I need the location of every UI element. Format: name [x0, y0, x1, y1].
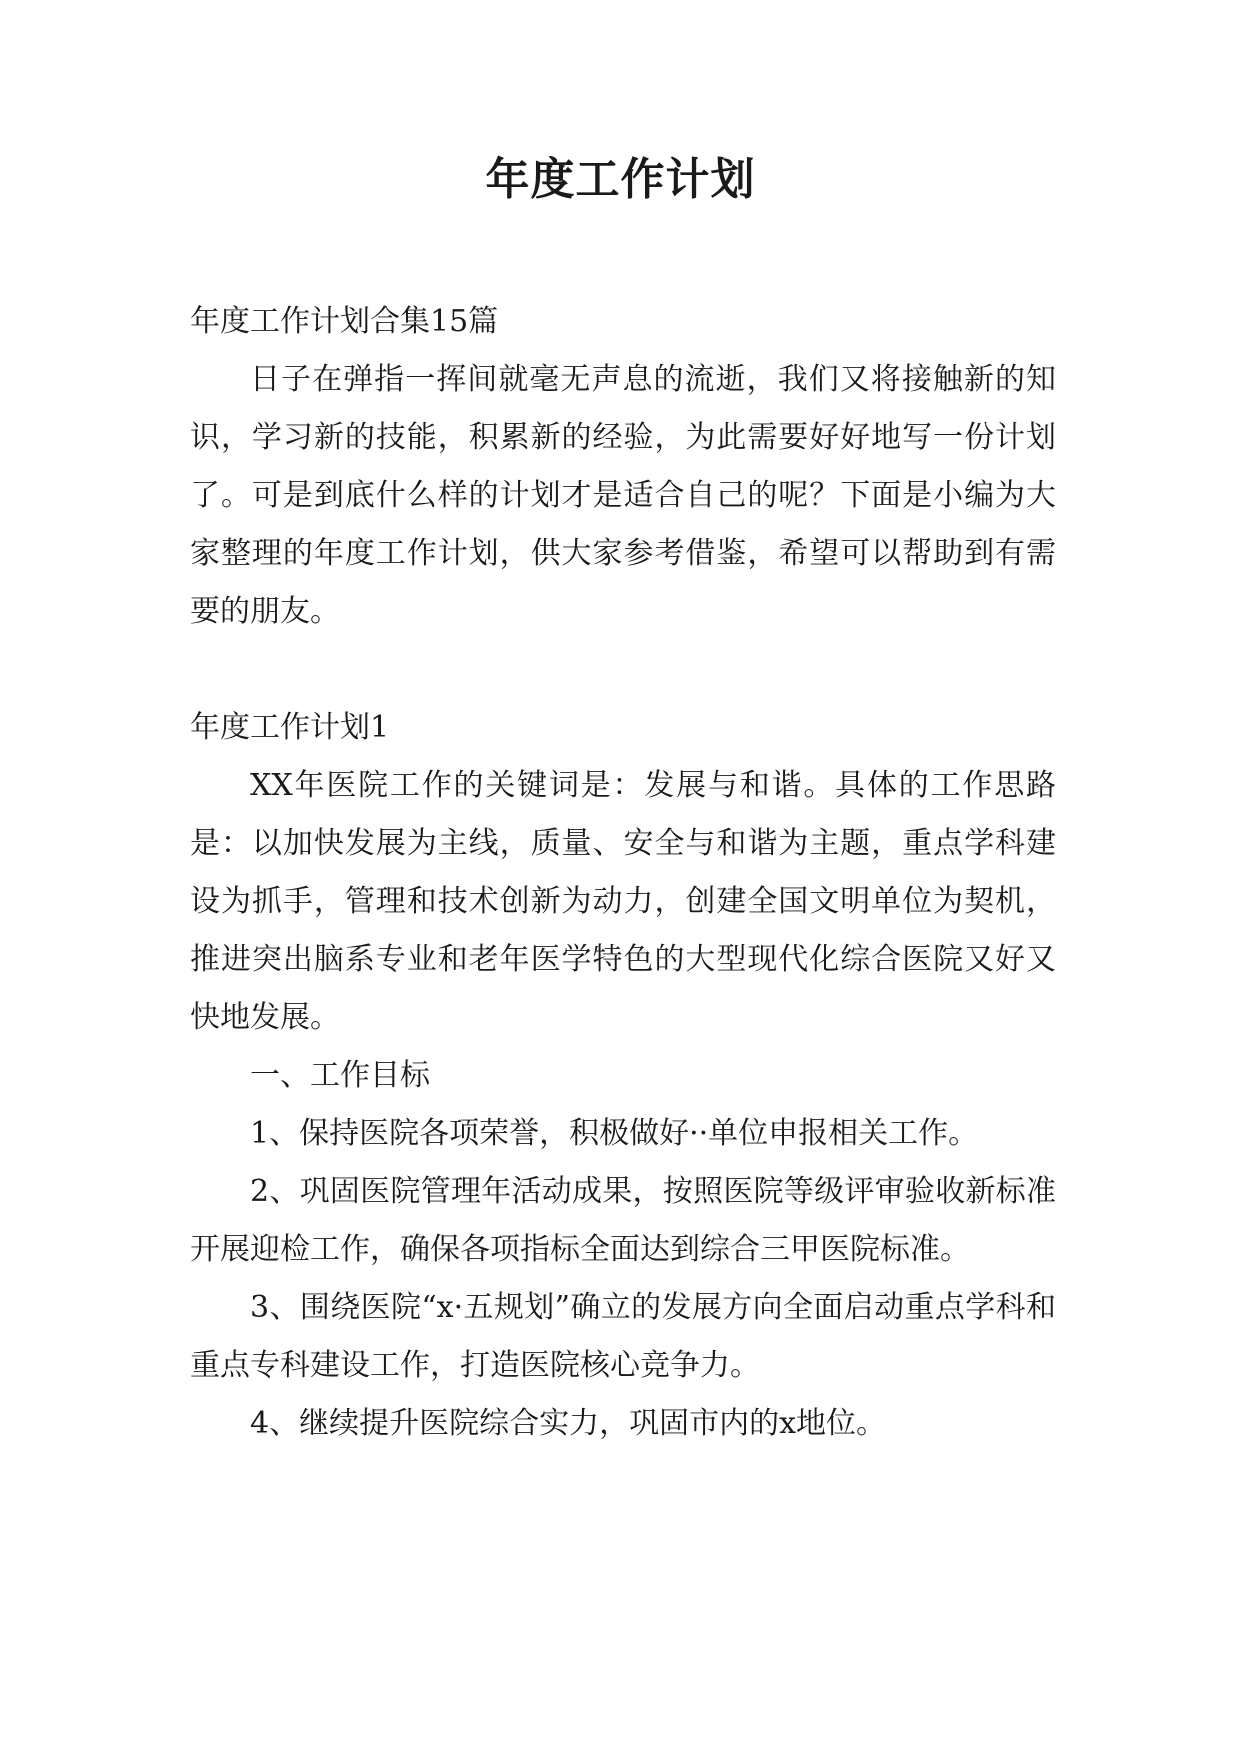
section-heading: 年度工作计划1 — [190, 710, 390, 745]
goal-item: 3、围绕医院“x·五规划”确立的发展方向全面启动重点学科和重点专科建设工作，打造医院核心竞争力。 — [190, 1290, 1056, 1383]
intro-paragraph: 日子在弹指一挥间就毫无声息的流逝，我们又将接触新的知识，学习新的技能，积累新的经验，为此需要好好地写一份计划了。可是到底什么样的计划才是适合自己的呢？下面是小编为大家整理的年度工作计划，供大家参考借鉴，希望可以帮助到有需要的朋友。 — [190, 362, 1056, 629]
collection-subtitle: 年度工作计划合集15篇 — [190, 304, 499, 339]
document-body — [190, 293, 1056, 1453]
goal-item: 2、巩固医院管理年活动成果，按照医院等级评审验收新标准开展迎检工作，确保各项指标全面达到综合三甲医院标准。 — [190, 1174, 1056, 1267]
section-paragraph: XX年医院工作的关键词是：发展与和谐。具体的工作思路是：以加快发展为主线，质量、安全与和谐为主题，重点学科建设为抓手，管理和技术创新为动力，创建全国文明单位为契机，推进突出脑系专业和老年医学特色的大型现代化综合医院又好又快地发展。 — [190, 768, 1056, 1035]
paragraph-gap — [190, 641, 1056, 699]
goals-heading: 一、工作目标 — [250, 1058, 430, 1093]
document-title: 年度工作计划 — [485, 154, 756, 205]
goal-item: 1、保持医院各项荣誉，积极做好··单位申报相关工作。 — [250, 1116, 979, 1151]
goal-item: 4、继续提升医院综合实力，巩固市内的x地位。 — [250, 1406, 887, 1441]
